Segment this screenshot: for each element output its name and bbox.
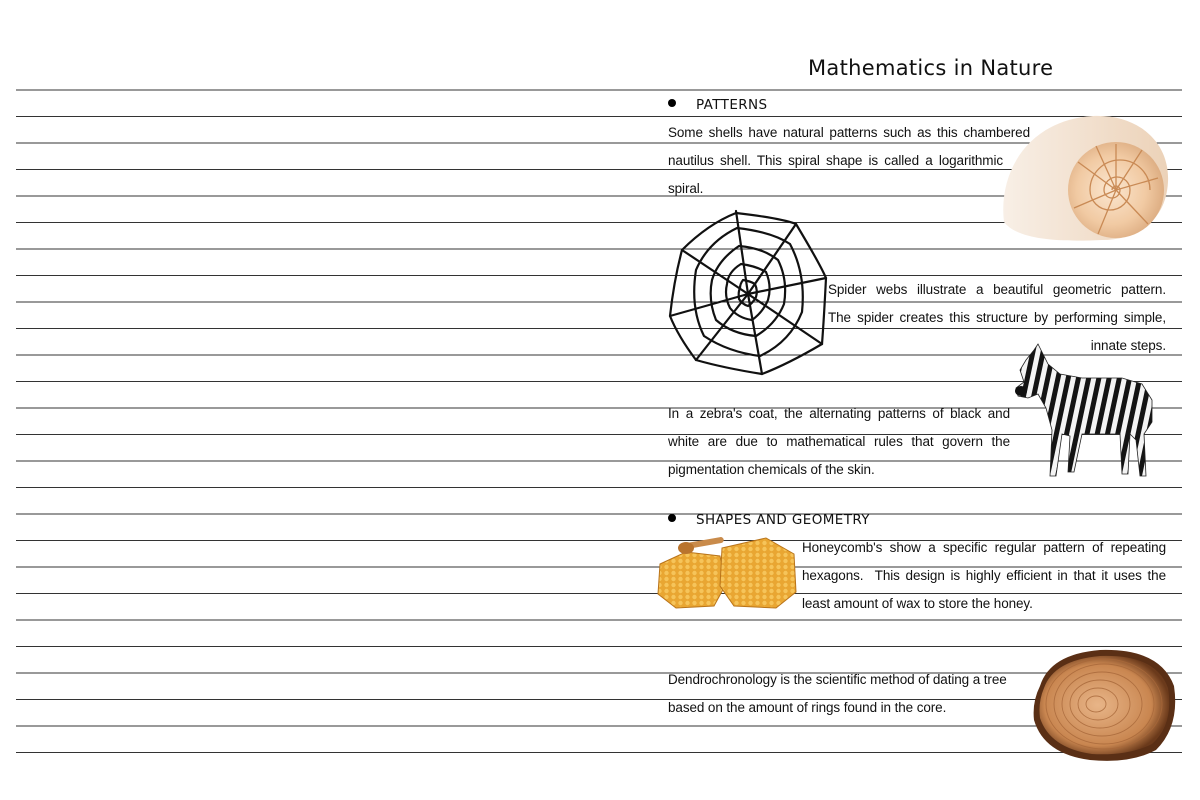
bullet-icon <box>668 99 676 107</box>
spider-web-image <box>668 208 828 378</box>
spider-paragraph: Spider webs illustrate a beautiful geometric pattern. The spider creates this structure by performing simple, innate steps. <box>828 282 1166 353</box>
zebra-paragraph: In a zebra's coat, the alternating patterns of black and white are due to mathematical rules that govern the pigmentation chemicals of the skin. <box>668 406 1010 477</box>
shapes-heading: SHAPES AND GEOMETRY <box>668 512 870 528</box>
patterns-heading: PATTERNS <box>668 97 768 113</box>
page-title: Mathematics in Nature <box>808 56 1054 80</box>
bullet-icon <box>668 514 676 522</box>
nautilus-shell-image <box>998 112 1170 244</box>
shell-paragraph: Some shells have natural patterns such as this chambered nautilus shell. This spiral shape is called a logarithmic spiral. <box>668 125 1030 196</box>
honeycomb-paragraph: Honeycomb's show a specific regular pattern of repeating hexagons. This design is highly efficient in that it uses the least amount of wax to store the honey. <box>802 540 1166 611</box>
tree-rings-image <box>1030 646 1178 764</box>
zebra-image <box>1012 342 1157 484</box>
honeycomb-image <box>656 534 800 612</box>
tree-paragraph: Dendrochronology is the scientific method of dating a tree based on the amount of rings found in the core. <box>668 672 1007 715</box>
